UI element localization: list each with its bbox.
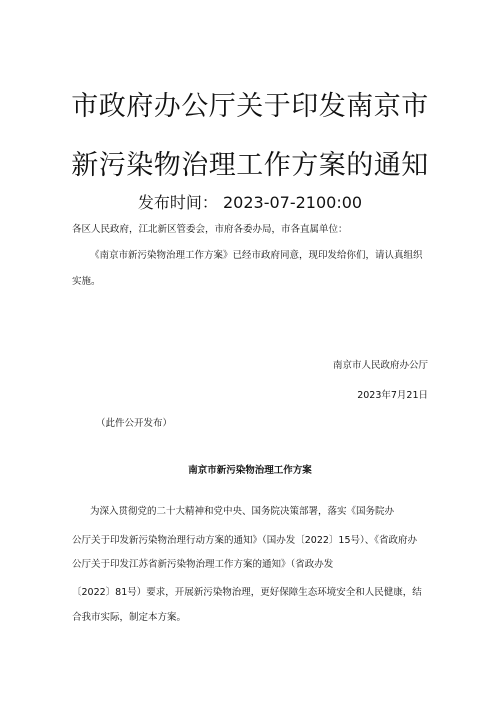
issue-date: 2023年7月21日 [357,390,428,401]
document-title-line-1: 市政府办公厅关于印发南京市 [71,91,429,122]
issuer: 南京市人民政府办公厅 [332,360,428,371]
paragraph-1-line-1: 《南京市新污染物治理工作方案》已经市政府同意，现印发给你们，请认真组织 [90,250,423,261]
plan-paragraph-line-4: 〔2022〕81号）要求，开展新污染物治理，更好保障生态环境安全和人民健康，结 [72,587,422,598]
salutation: 各区人民政府，江北新区管委会，市府各委办局，市各直属单位： [72,224,348,235]
plan-paragraph-line-1: 为深入贯彻党的二十大精神和党中央、国务院决策部署，落实《国务院办 [90,506,395,517]
disclosure-note: （此件公开发布） [96,418,173,429]
plan-paragraph-line-3: 公厅关于印发江苏省新污染物治理工作方案的通知》（省政办发 [72,559,334,570]
plan-paragraph-line-5: 合我市实际，制定本方案。 [72,612,187,623]
plan-title: 南京市新污染物治理工作方案 [188,465,312,476]
paragraph-1-line-2: 实施。 [72,276,101,287]
publish-time: 发布时间： 2023-07-2100:00 [137,193,363,212]
plan-paragraph-line-2: 公厅关于印发新污染物治理行动方案的通知》（国办发〔2022〕15号）、《省政府办 [72,535,418,546]
document-title-line-2: 新污染物治理工作方案的通知 [71,150,429,181]
